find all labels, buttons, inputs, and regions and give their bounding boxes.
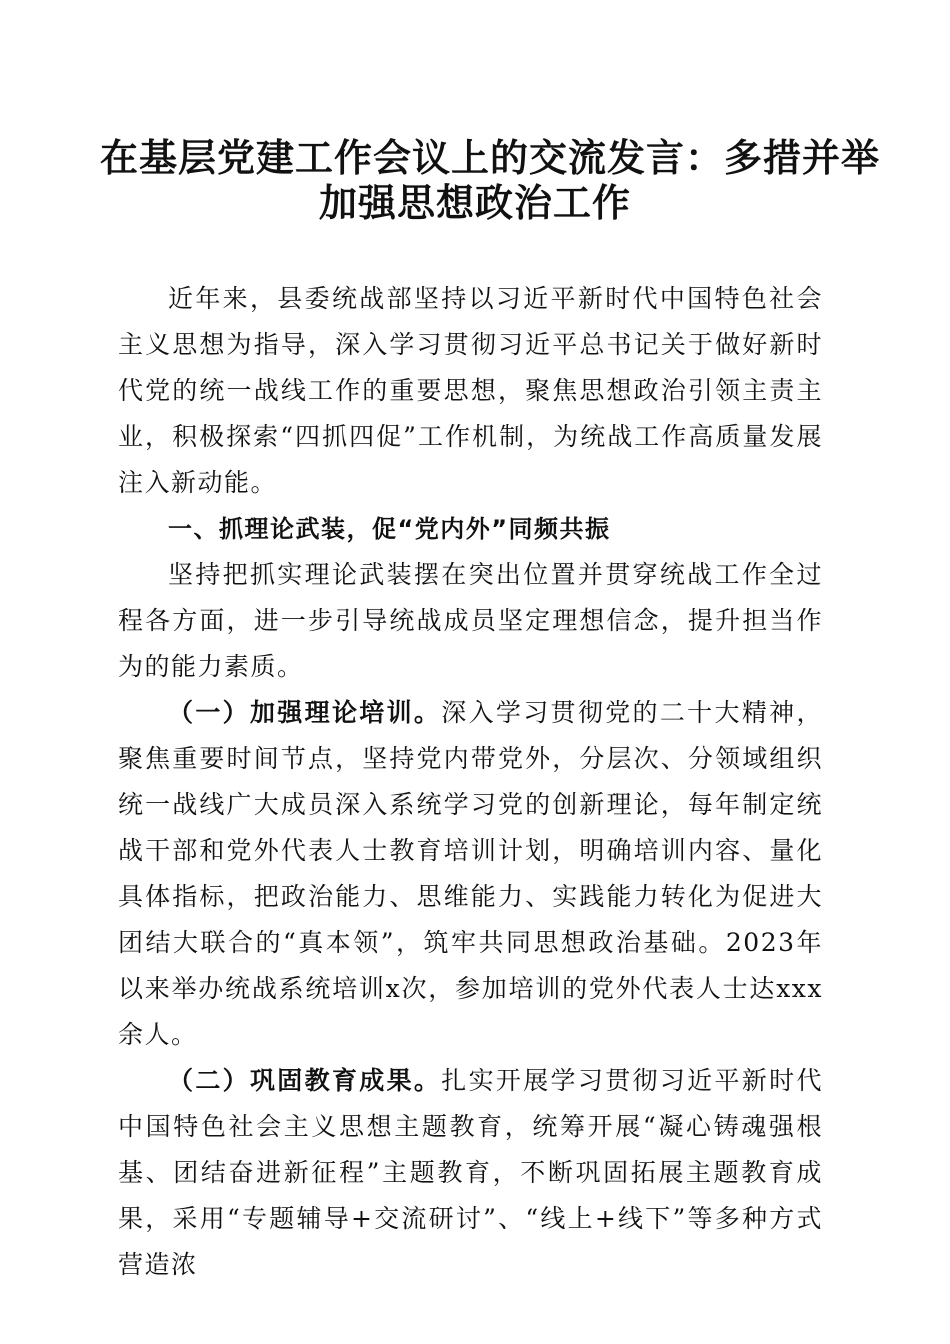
section-1-heading: 一、抓理论武装，促“党内外”同频共振 — [168, 515, 611, 543]
item-2-body: 扎实开展学习贯彻习近平新时代中国特色社会主义思想主题教育，统筹开展“凝心铸魂强根基、团结奋进新征程”主题教育，不断巩固拓展主题教育成果，采用“专题辅导+交流研讨”、“线上+线下”等多种方式营造浓 — [118, 1066, 823, 1279]
document-body — [118, 276, 823, 1288]
item-1-paragraph — [118, 690, 823, 1058]
document-title-line-1: 在基层党建工作会议上的交流发言：多措并举 — [100, 135, 881, 180]
section-1-paragraph: 坚持把抓实理论武装摆在突出位置并贯穿统战工作全过程各方面，进一步引导统战成员坚定理想信念，提升担当作为的能力素质。 — [118, 560, 823, 681]
intro-paragraph: 近年来，县委统战部坚持以习近平新时代中国特色社会主义思想为指导，深入学习贯彻习近平总书记关于做好新时代党的统一战线工作的重要思想，聚焦思想政治引领主责主业，积极探索“四抓四促”工作机制，为统战工作高质量发展注入新动能。 — [118, 284, 823, 497]
item-1-lead: （一）加强理论培训。 — [168, 698, 442, 727]
document-title-line-2: 加强思想政治工作 — [318, 180, 631, 225]
item-2-paragraph — [118, 1058, 823, 1288]
item-1-body: 深入学习贯彻党的二十大精神，聚焦重要时间节点，坚持党内带党外，分层次、分领域组织统一战线广大成员深入系统学习党的创新理论，每年制定统战干部和党外代表人士教育培训计划，明确培训内容、量化具体指标，把政治能力、思维能力、实践能力转化为促进大团结大联合的“真本领”，筑牢共同思想政治基础。2023年以来举办统战系统培训x次，参加培训的党外代表人士达xxx余人。 — [118, 698, 823, 1049]
item-2-lead: （二）巩固教育成果。 — [168, 1066, 442, 1095]
